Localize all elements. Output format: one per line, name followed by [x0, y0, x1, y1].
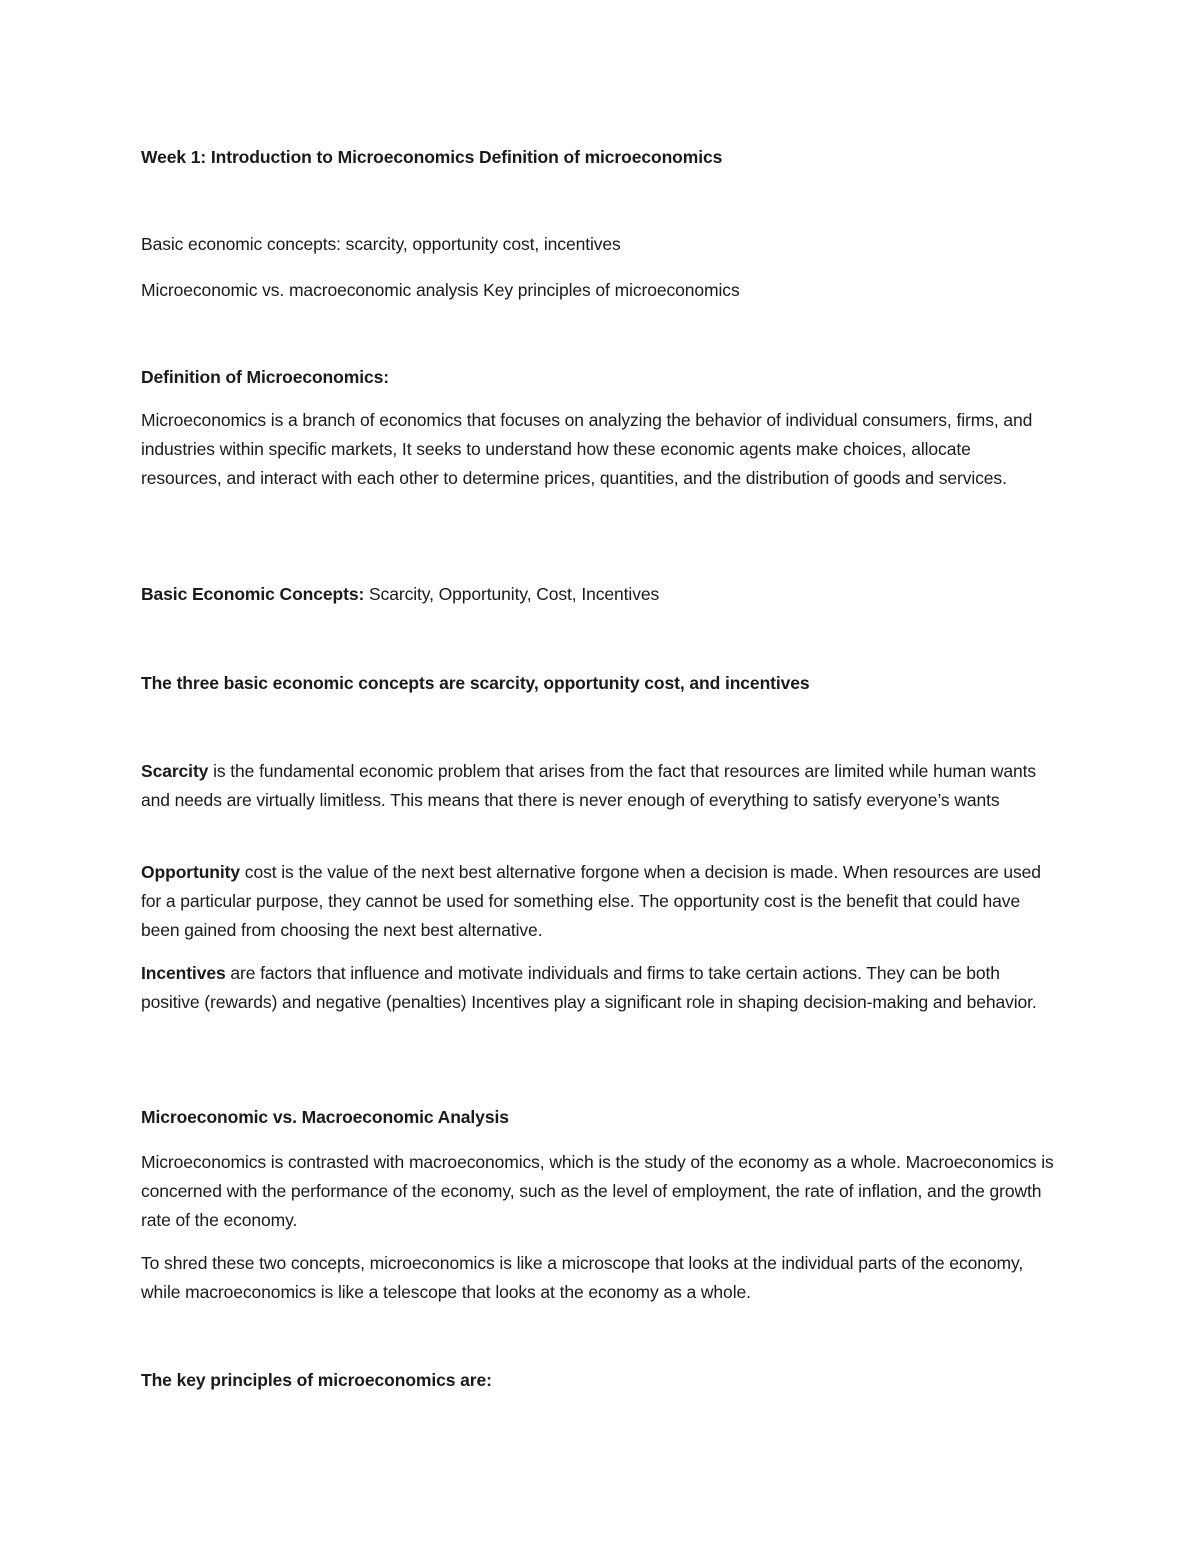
principles-heading: The key principles of microeconomics are: — [141, 1370, 492, 1390]
definition-paragraph: Microeconomics is a branch of economics that focuses on analyzing the behavior of individual consumers, firms, and industries within specific markets, It seeks to understand how these economic agents make choices, allocate resources, and interact with each other to determine prices, quantities, and the distribution of goods and services. — [141, 410, 1033, 488]
incentives-paragraph — [141, 959, 1056, 1017]
scarcity-term: Scarcity — [141, 761, 209, 781]
document-title: Week 1: Introduction to Microeconomics Definition of microeconomics — [141, 147, 723, 167]
three-concepts-heading: The three basic economic concepts are scarcity, opportunity cost, and incentives — [141, 673, 810, 693]
definition-heading: Definition of Microeconomics: — [141, 367, 389, 387]
opportunity-cost-paragraph — [141, 858, 1056, 945]
analysis-heading: Microeconomic vs. Macroeconomic Analysis — [141, 1107, 509, 1127]
analysis-paragraph-2: To shred these two concepts, microeconomics is like a microscope that looks at the individual parts of the economy, while macroeconomics is like a telescope that looks at the economy as a whole. — [141, 1253, 1024, 1302]
opportunity-text: cost is the value of the next best alternative forgone when a decision is made. When resources are used for a particular purpose, they cannot be used for something else. The opportunity cost is the benefit that could have been gained from choosing the next best alternative. — [141, 862, 1041, 940]
opportunity-term: Opportunity — [141, 862, 241, 882]
outline-item-analysis: Microeconomic vs. macroeconomic analysis Key principles of microeconomics — [141, 280, 740, 300]
outline-item-concepts: Basic economic concepts: scarcity, opportunity cost, incentives — [141, 234, 621, 254]
concepts-heading — [141, 583, 659, 605]
analysis-paragraph-1: Microeconomics is contrasted with macroeconomics, which is the study of the economy as a whole. Macroeconomics is concerned with the performance of the economy, such as the level of employment, the rate of inflation, and the growth rate of the economy. — [141, 1152, 1054, 1230]
concepts-heading-list: Scarcity, Opportunity, Cost, Incentives — [364, 584, 660, 604]
incentives-text: are factors that influence and motivate individuals and firms to take certain actions. They can be both positive (rewards) and negative (penalties) Incentives play a significant role in shaping decision-making and behavior. — [141, 963, 1037, 1012]
concepts-heading-label: Basic Economic Concepts: — [141, 584, 365, 604]
incentives-term: Incentives — [141, 963, 226, 983]
scarcity-text: is the fundamental economic problem that arises from the fact that resources are limited while human wants and needs are virtually limitless. This means that there is never enough of everything to satisfy everyone’s wants — [141, 761, 1037, 810]
scarcity-paragraph — [141, 757, 1056, 815]
